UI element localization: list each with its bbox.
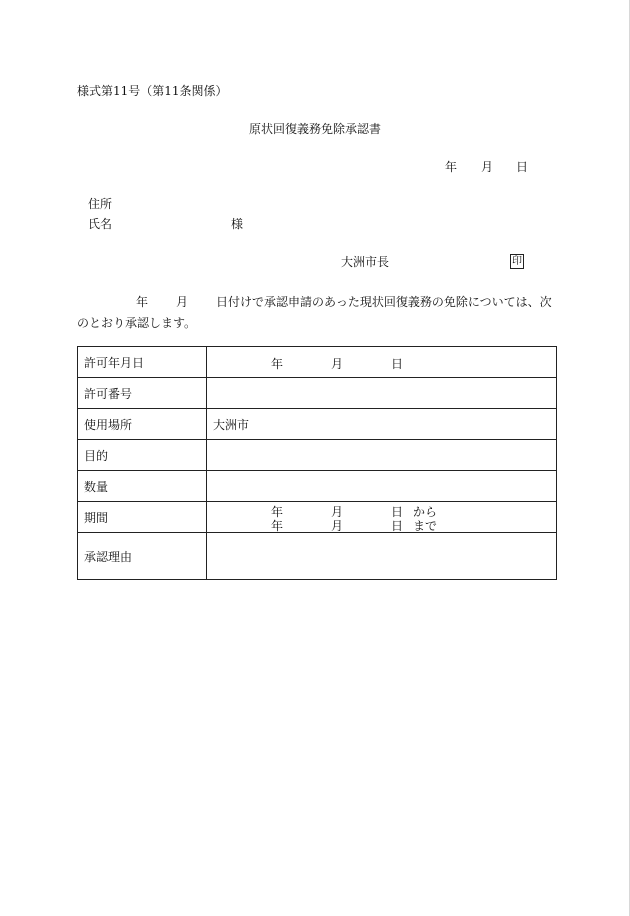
row-label: 数量 — [78, 471, 207, 502]
table-row — [78, 347, 557, 378]
row-label: 目的 — [78, 440, 207, 471]
details-table — [77, 346, 557, 580]
table-row — [78, 502, 557, 533]
row-value: 大洲市 — [207, 409, 557, 440]
period-from-day: 日 — [391, 505, 404, 519]
table-row — [78, 378, 557, 409]
table-row — [78, 471, 557, 502]
name-label: 氏名 — [88, 217, 113, 231]
row-label: 許可年月日 — [78, 347, 207, 378]
row-value — [207, 533, 557, 580]
seal-mark: 印 — [512, 256, 522, 267]
issue-date-day: 日 — [516, 160, 529, 174]
period-to-month: 月 — [331, 519, 344, 533]
permit-date-day: 日 — [391, 357, 404, 371]
table-row — [78, 409, 557, 440]
row-label: 使用場所 — [78, 409, 207, 440]
row-value — [207, 440, 557, 471]
period-to-day: 日 — [391, 519, 404, 533]
body-month: 月 — [176, 295, 189, 309]
permit-date-cell — [207, 347, 557, 378]
body-year: 年 — [136, 295, 149, 309]
body-text: 日付けで承認申請のあった現状回復義務の免除については、次のとおり承認します。 — [77, 295, 552, 330]
period-to-year: 年 — [271, 519, 284, 533]
document-title: 原状回復義務免除承認書 — [248, 122, 381, 136]
period-from-month: 月 — [331, 505, 344, 519]
period-from-suffix: から — [413, 505, 438, 519]
period-from-year: 年 — [271, 505, 284, 519]
permit-date-year: 年 — [271, 357, 284, 371]
permit-date-month: 月 — [331, 357, 344, 371]
issuer-title: 大洲市長 — [341, 255, 390, 269]
row-label: 期間 — [78, 502, 207, 533]
row-label: 承認理由 — [78, 533, 207, 580]
issue-date-month: 月 — [481, 160, 494, 174]
honorific: 様 — [231, 217, 244, 231]
row-label: 許可番号 — [78, 378, 207, 409]
row-value — [207, 378, 557, 409]
row-value — [207, 471, 557, 502]
address-label: 住所 — [88, 197, 113, 211]
table-row — [78, 533, 557, 580]
form-number: 様式第11号（第11条関係） — [77, 84, 228, 98]
period-to-suffix: まで — [413, 519, 438, 533]
period-cell — [207, 502, 557, 533]
table-row — [78, 440, 557, 471]
body-paragraph — [77, 292, 557, 334]
issue-date-year: 年 — [445, 160, 458, 174]
